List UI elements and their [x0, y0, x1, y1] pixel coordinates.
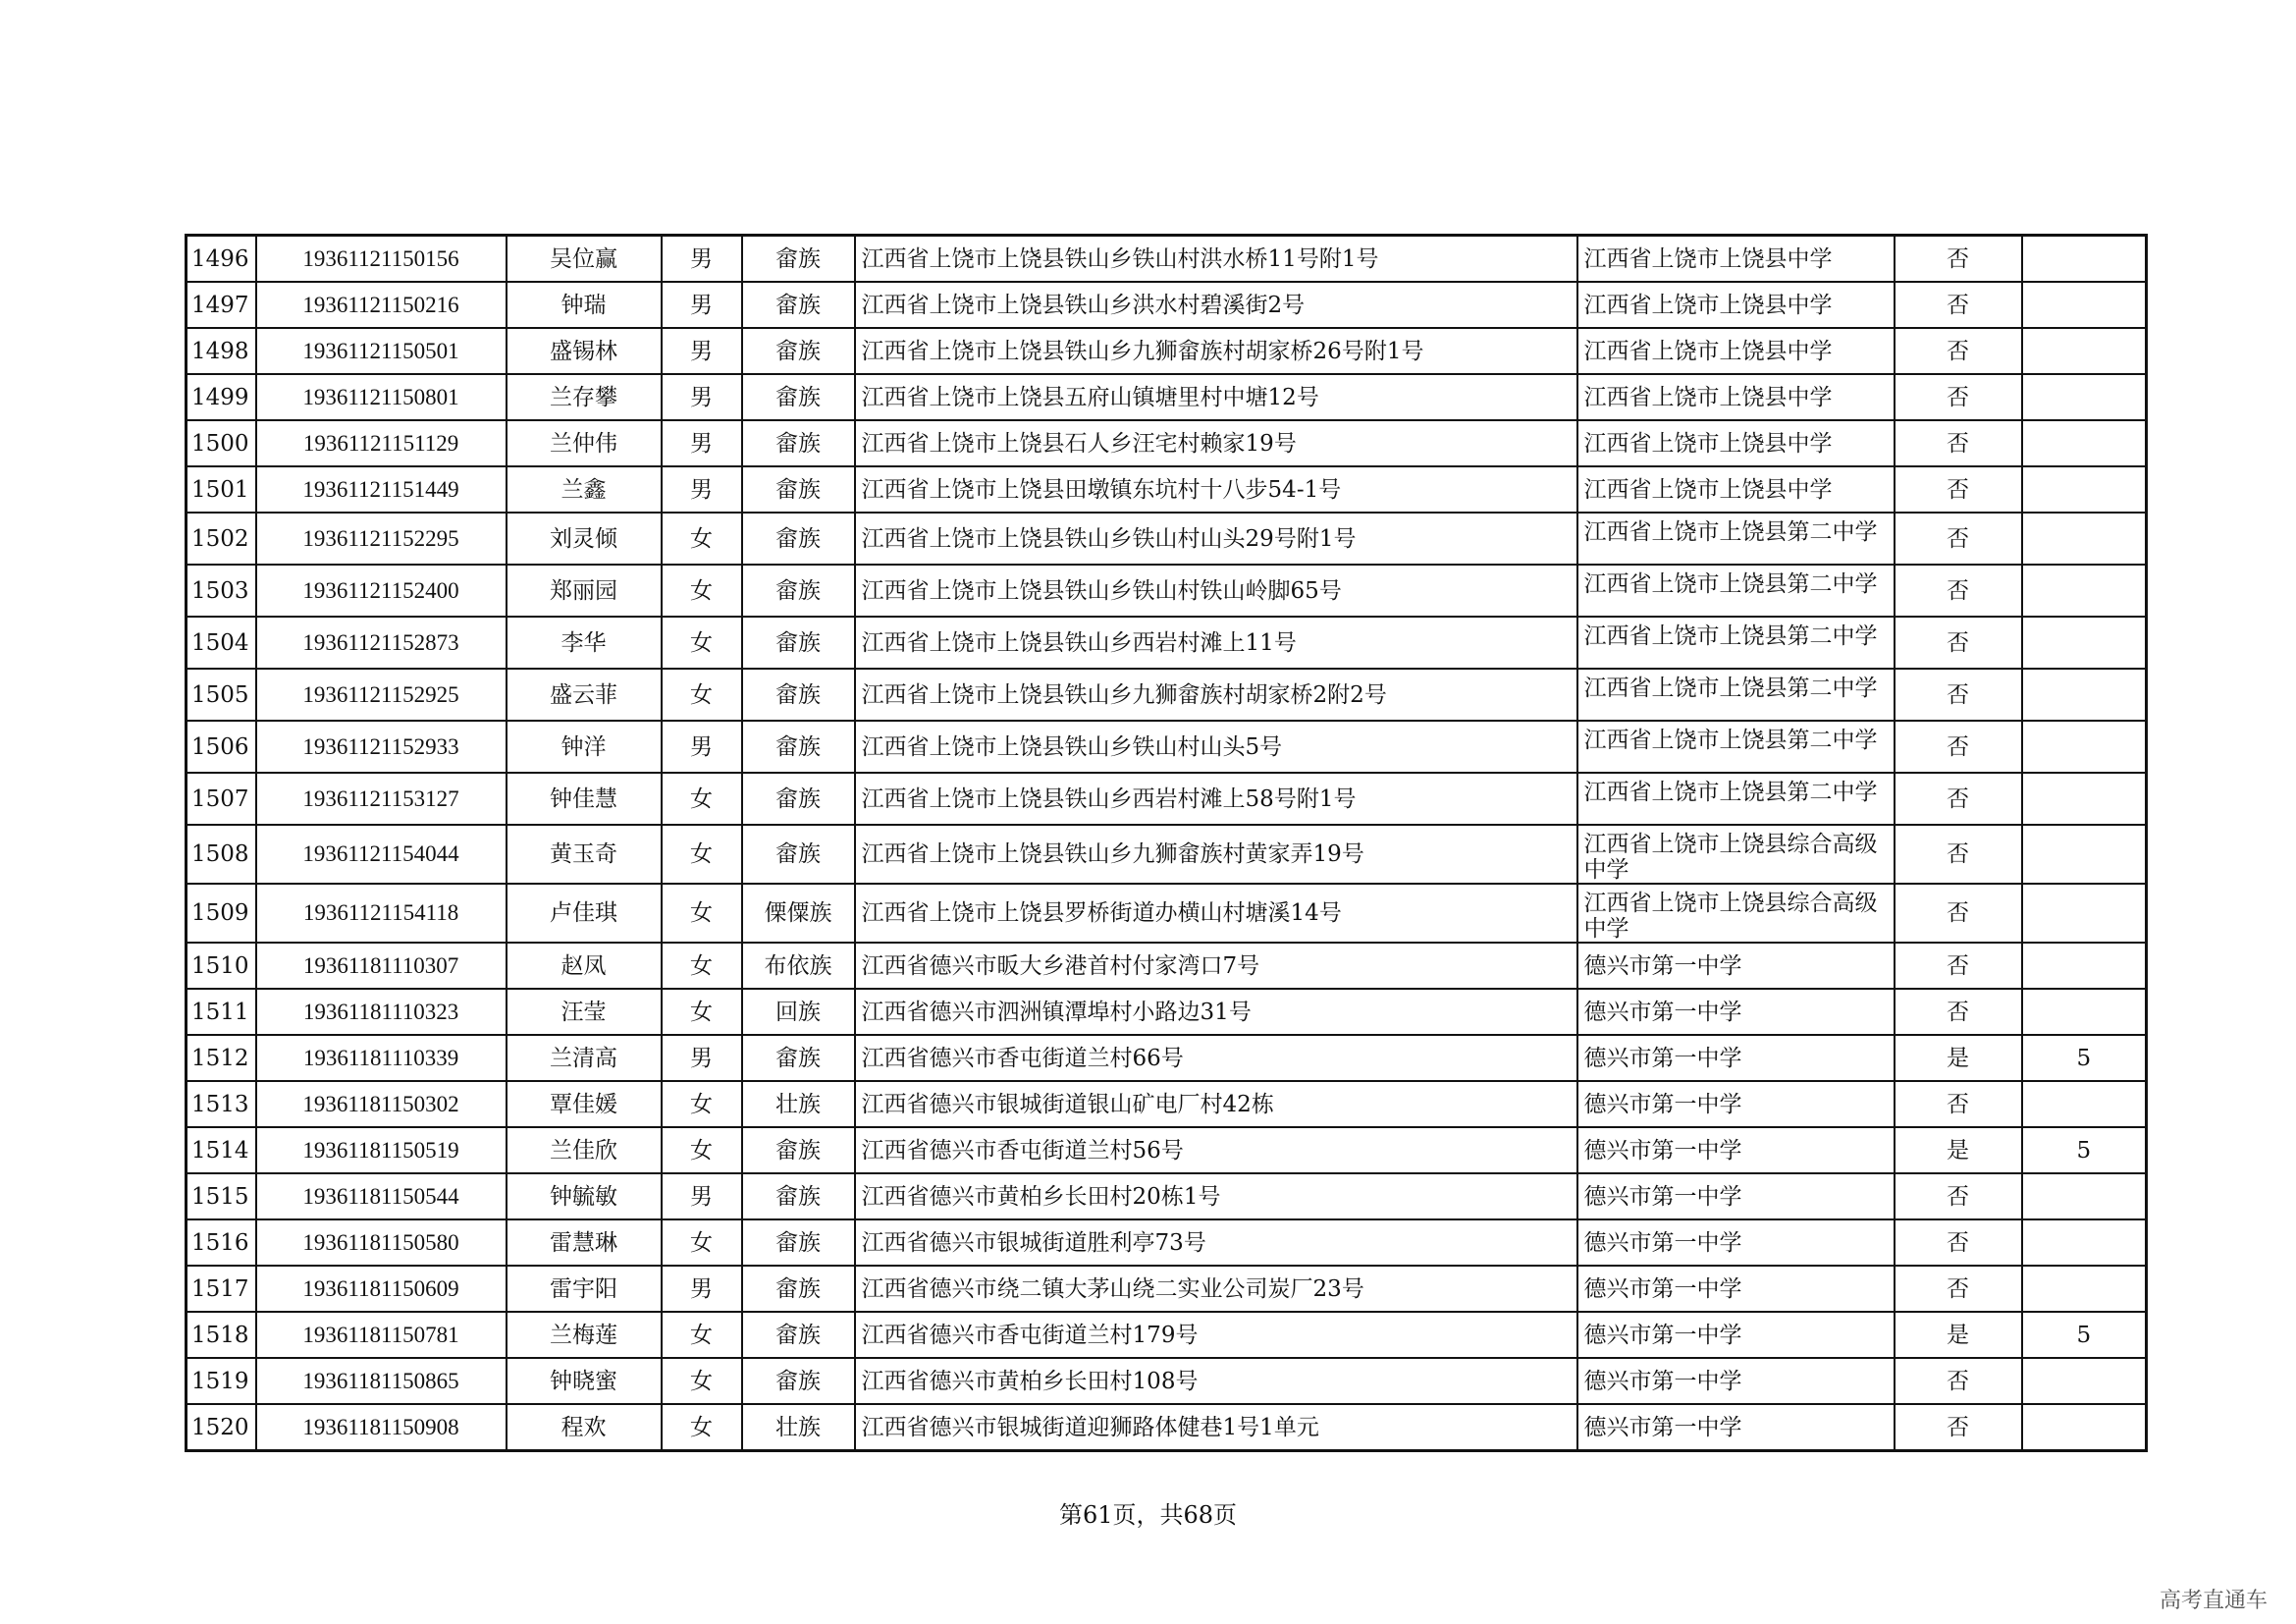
school-cell: 江西省上饶市上饶县综合高级中学 [1577, 825, 1895, 884]
ethnicity-cell: 畲族 [742, 282, 855, 328]
gender-cell: 女 [662, 1312, 742, 1358]
table-row [187, 773, 2147, 825]
bonus-points-cell [2022, 1219, 2147, 1266]
table-row [187, 669, 2147, 721]
bonus-points-cell [2022, 943, 2147, 989]
table-row [187, 721, 2147, 773]
ethnicity-cell: 畲族 [742, 420, 855, 466]
school-cell: 江西省上饶市上饶县中学 [1577, 236, 1895, 283]
address-cell: 江西省上饶市上饶县五府山镇塘里村中塘12号 [855, 374, 1577, 420]
address-cell: 江西省德兴市香屯街道兰村179号 [855, 1312, 1577, 1358]
gender-cell: 男 [662, 1035, 742, 1081]
bonus-eligible-cell: 否 [1895, 1173, 2022, 1219]
bonus-eligible-cell: 否 [1895, 884, 2022, 943]
table-row [187, 374, 2147, 420]
school-cell: 德兴市第一中学 [1577, 1081, 1895, 1127]
table-row [187, 825, 2147, 884]
student-name-cell: 兰存攀 [507, 374, 662, 420]
address-cell: 江西省上饶市上饶县铁山乡九狮畲族村黄家弄19号 [855, 825, 1577, 884]
gender-cell: 男 [662, 1173, 742, 1219]
gender-cell: 女 [662, 1081, 742, 1127]
ethnicity-cell: 傈僳族 [742, 884, 855, 943]
bonus-points-cell [2022, 669, 2147, 721]
bonus-eligible-cell: 否 [1895, 989, 2022, 1035]
ethnicity-cell: 畲族 [742, 565, 855, 617]
row-number-cell: 1520 [187, 1404, 256, 1451]
gender-cell: 女 [662, 943, 742, 989]
address-cell: 江西省德兴市黄柏乡长田村20栋1号 [855, 1173, 1577, 1219]
student-name-cell: 雷慧琳 [507, 1219, 662, 1266]
ethnicity-cell: 畲族 [742, 1219, 855, 1266]
address-cell: 江西省上饶市上饶县铁山乡西岩村滩上11号 [855, 617, 1577, 669]
school-cell: 江西省上饶市上饶县第二中学 [1577, 617, 1895, 669]
gender-cell: 女 [662, 1219, 742, 1266]
bonus-eligible-cell: 否 [1895, 420, 2022, 466]
school-cell: 江西省上饶市上饶县第二中学 [1577, 565, 1895, 617]
bonus-points-cell [2022, 513, 2147, 565]
bonus-eligible-cell: 否 [1895, 669, 2022, 721]
exam-id-cell: 19361181150519 [256, 1127, 507, 1173]
gender-cell: 女 [662, 1404, 742, 1451]
ethnicity-cell: 畲族 [742, 328, 855, 374]
row-number-cell: 1518 [187, 1312, 256, 1358]
school-cell: 德兴市第一中学 [1577, 1358, 1895, 1404]
row-number-cell: 1507 [187, 773, 256, 825]
exam-id-cell: 19361121154044 [256, 825, 507, 884]
bonus-points-cell: 5 [2022, 1312, 2147, 1358]
table-row [187, 1219, 2147, 1266]
bonus-points-cell [2022, 282, 2147, 328]
bonus-points-cell: 5 [2022, 1127, 2147, 1173]
address-cell: 江西省上饶市上饶县铁山乡铁山村山头5号 [855, 721, 1577, 773]
gender-cell: 女 [662, 513, 742, 565]
exam-id-cell: 19361181150865 [256, 1358, 507, 1404]
table-row [187, 1035, 2147, 1081]
exam-id-cell: 19361121152295 [256, 513, 507, 565]
bonus-eligible-cell: 否 [1895, 617, 2022, 669]
row-number-cell: 1519 [187, 1358, 256, 1404]
table-row [187, 466, 2147, 513]
watermark: 高考直通车 [2160, 1589, 2269, 1613]
gender-cell: 男 [662, 282, 742, 328]
table-row [187, 565, 2147, 617]
gender-cell: 男 [662, 236, 742, 283]
bonus-eligible-cell: 否 [1895, 1219, 2022, 1266]
bonus-eligible-cell: 否 [1895, 236, 2022, 283]
exam-id-cell: 19361181150609 [256, 1266, 507, 1312]
bonus-eligible-cell: 否 [1895, 943, 2022, 989]
address-cell: 江西省德兴市黄柏乡长田村108号 [855, 1358, 1577, 1404]
student-name-cell: 汪莹 [507, 989, 662, 1035]
school-cell: 江西省上饶市上饶县中学 [1577, 420, 1895, 466]
ethnicity-cell: 畲族 [742, 466, 855, 513]
address-cell: 江西省德兴市银城街道迎狮路体健巷1号1单元 [855, 1404, 1577, 1451]
exam-id-cell: 19361121151449 [256, 466, 507, 513]
bonus-points-cell [2022, 1081, 2147, 1127]
ethnicity-cell: 畲族 [742, 773, 855, 825]
gender-cell: 男 [662, 374, 742, 420]
bonus-eligible-cell: 否 [1895, 721, 2022, 773]
table-row [187, 617, 2147, 669]
gender-cell: 女 [662, 884, 742, 943]
exam-id-cell: 19361181150544 [256, 1173, 507, 1219]
bonus-points-cell [2022, 825, 2147, 884]
bonus-points-cell [2022, 1404, 2147, 1451]
student-name-cell: 郑丽园 [507, 565, 662, 617]
ethnicity-cell: 畲族 [742, 1358, 855, 1404]
exam-id-cell: 19361181150781 [256, 1312, 507, 1358]
bonus-eligible-cell: 是 [1895, 1035, 2022, 1081]
gender-cell: 男 [662, 328, 742, 374]
row-number-cell: 1505 [187, 669, 256, 721]
ethnicity-cell: 畲族 [742, 1173, 855, 1219]
table-row [187, 1404, 2147, 1451]
table-row [187, 282, 2147, 328]
school-cell: 江西省上饶市上饶县第二中学 [1577, 773, 1895, 825]
exam-id-cell: 19361121151129 [256, 420, 507, 466]
bonus-points-cell [2022, 1358, 2147, 1404]
exam-id-cell: 19361121154118 [256, 884, 507, 943]
student-name-cell: 卢佳琪 [507, 884, 662, 943]
school-cell: 德兴市第一中学 [1577, 943, 1895, 989]
exam-id-cell: 19361181110323 [256, 989, 507, 1035]
bonus-points-cell [2022, 374, 2147, 420]
row-number-cell: 1513 [187, 1081, 256, 1127]
exam-id-cell: 19361121152925 [256, 669, 507, 721]
bonus-eligible-cell: 否 [1895, 1404, 2022, 1451]
bonus-eligible-cell: 否 [1895, 374, 2022, 420]
school-cell: 江西省上饶市上饶县第二中学 [1577, 513, 1895, 565]
exam-id-cell: 19361121152873 [256, 617, 507, 669]
bonus-eligible-cell: 否 [1895, 773, 2022, 825]
bonus-eligible-cell: 是 [1895, 1312, 2022, 1358]
table-row [187, 1358, 2147, 1404]
row-number-cell: 1508 [187, 825, 256, 884]
address-cell: 江西省德兴市昄大乡港首村付家湾口7号 [855, 943, 1577, 989]
table-row [187, 1127, 2147, 1173]
school-cell: 德兴市第一中学 [1577, 1404, 1895, 1451]
bonus-eligible-cell: 否 [1895, 466, 2022, 513]
row-number-cell: 1496 [187, 236, 256, 283]
row-number-cell: 1497 [187, 282, 256, 328]
student-name-cell: 兰鑫 [507, 466, 662, 513]
row-number-cell: 1499 [187, 374, 256, 420]
bonus-points-cell [2022, 236, 2147, 283]
exam-id-cell: 19361121150501 [256, 328, 507, 374]
ethnicity-cell: 畲族 [742, 513, 855, 565]
bonus-eligible-cell: 否 [1895, 1266, 2022, 1312]
address-cell: 江西省德兴市银城街道银山矿电厂村42栋 [855, 1081, 1577, 1127]
ethnicity-cell: 畲族 [742, 1127, 855, 1173]
row-number-cell: 1517 [187, 1266, 256, 1312]
gender-cell: 男 [662, 1266, 742, 1312]
address-cell: 江西省上饶市上饶县铁山乡九狮畲族村胡家桥2附2号 [855, 669, 1577, 721]
ethnicity-cell: 壮族 [742, 1081, 855, 1127]
student-name-cell: 钟瑞 [507, 282, 662, 328]
ethnicity-cell: 畲族 [742, 1266, 855, 1312]
table-row [187, 884, 2147, 943]
bonus-points-cell [2022, 617, 2147, 669]
bonus-points-cell [2022, 565, 2147, 617]
address-cell: 江西省德兴市绕二镇大茅山绕二实业公司炭厂23号 [855, 1266, 1577, 1312]
student-name-cell: 盛云菲 [507, 669, 662, 721]
address-cell: 江西省上饶市上饶县田墩镇东坑村十八步54-1号 [855, 466, 1577, 513]
student-name-cell: 覃佳媛 [507, 1081, 662, 1127]
row-number-cell: 1502 [187, 513, 256, 565]
table-row [187, 236, 2147, 283]
row-number-cell: 1504 [187, 617, 256, 669]
row-number-cell: 1500 [187, 420, 256, 466]
ethnicity-cell: 畲族 [742, 669, 855, 721]
exam-id-cell: 19361181150580 [256, 1219, 507, 1266]
student-name-cell: 兰清高 [507, 1035, 662, 1081]
gender-cell: 女 [662, 1358, 742, 1404]
student-name-cell: 兰佳欣 [507, 1127, 662, 1173]
bonus-eligible-cell: 否 [1895, 565, 2022, 617]
row-number-cell: 1503 [187, 565, 256, 617]
exam-id-cell: 19361121150801 [256, 374, 507, 420]
gender-cell: 女 [662, 669, 742, 721]
row-number-cell: 1501 [187, 466, 256, 513]
table-row [187, 1081, 2147, 1127]
student-name-cell: 吴位赢 [507, 236, 662, 283]
student-name-cell: 雷宇阳 [507, 1266, 662, 1312]
address-cell: 江西省上饶市上饶县铁山乡洪水村碧溪街2号 [855, 282, 1577, 328]
school-cell: 德兴市第一中学 [1577, 1266, 1895, 1312]
student-name-cell: 程欢 [507, 1404, 662, 1451]
ethnicity-cell: 畲族 [742, 617, 855, 669]
school-cell: 江西省上饶市上饶县中学 [1577, 466, 1895, 513]
school-cell: 德兴市第一中学 [1577, 1312, 1895, 1358]
ethnicity-cell: 畲族 [742, 1312, 855, 1358]
bonus-points-cell: 5 [2022, 1035, 2147, 1081]
student-name-cell: 黄玉奇 [507, 825, 662, 884]
row-number-cell: 1510 [187, 943, 256, 989]
table-row [187, 513, 2147, 565]
student-name-cell: 钟晓蜜 [507, 1358, 662, 1404]
gender-cell: 男 [662, 721, 742, 773]
bonus-points-cell [2022, 773, 2147, 825]
address-cell: 江西省上饶市上饶县罗桥街道办横山村塘溪14号 [855, 884, 1577, 943]
gender-cell: 男 [662, 466, 742, 513]
gender-cell: 女 [662, 825, 742, 884]
bonus-eligible-cell: 否 [1895, 1358, 2022, 1404]
page-number: 第61页，共68页 [1058, 1501, 1238, 1529]
exam-id-cell: 19361181110339 [256, 1035, 507, 1081]
row-number-cell: 1506 [187, 721, 256, 773]
row-number-cell: 1512 [187, 1035, 256, 1081]
ethnicity-cell: 畲族 [742, 721, 855, 773]
bonus-eligible-cell: 否 [1895, 825, 2022, 884]
student-name-cell: 刘灵倾 [507, 513, 662, 565]
gender-cell: 女 [662, 1127, 742, 1173]
school-cell: 德兴市第一中学 [1577, 1219, 1895, 1266]
student-name-cell: 钟毓敏 [507, 1173, 662, 1219]
school-cell: 江西省上饶市上饶县中学 [1577, 282, 1895, 328]
exam-id-cell: 19361181150302 [256, 1081, 507, 1127]
student-name-cell: 兰梅莲 [507, 1312, 662, 1358]
gender-cell: 女 [662, 773, 742, 825]
address-cell: 江西省上饶市上饶县铁山乡铁山村铁山岭脚65号 [855, 565, 1577, 617]
school-cell: 江西省上饶市上饶县中学 [1577, 374, 1895, 420]
address-cell: 江西省上饶市上饶县铁山乡九狮畲族村胡家桥26号附1号 [855, 328, 1577, 374]
gender-cell: 女 [662, 617, 742, 669]
address-cell: 江西省德兴市香屯街道兰村56号 [855, 1127, 1577, 1173]
school-cell: 江西省上饶市上饶县中学 [1577, 328, 1895, 374]
bonus-points-cell [2022, 1173, 2147, 1219]
exam-id-cell: 19361121153127 [256, 773, 507, 825]
bonus-points-cell [2022, 989, 2147, 1035]
gender-cell: 女 [662, 565, 742, 617]
bonus-points-cell [2022, 466, 2147, 513]
address-cell: 江西省德兴市泗洲镇潭埠村小路边31号 [855, 989, 1577, 1035]
ethnicity-cell: 畲族 [742, 1035, 855, 1081]
bonus-eligible-cell: 是 [1895, 1127, 2022, 1173]
row-number-cell: 1509 [187, 884, 256, 943]
row-number-cell: 1498 [187, 328, 256, 374]
bonus-points-cell [2022, 1266, 2147, 1312]
school-cell: 江西省上饶市上饶县综合高级中学 [1577, 884, 1895, 943]
exam-id-cell: 19361121152933 [256, 721, 507, 773]
school-cell: 德兴市第一中学 [1577, 1173, 1895, 1219]
address-cell: 江西省上饶市上饶县铁山乡西岩村滩上58号附1号 [855, 773, 1577, 825]
exam-id-cell: 19361121150156 [256, 236, 507, 283]
table-row [187, 1173, 2147, 1219]
row-number-cell: 1514 [187, 1127, 256, 1173]
address-cell: 江西省上饶市上饶县铁山乡铁山村洪水桥11号附1号 [855, 236, 1577, 283]
address-cell: 江西省德兴市香屯街道兰村66号 [855, 1035, 1577, 1081]
school-cell: 德兴市第一中学 [1577, 989, 1895, 1035]
bonus-points-cell [2022, 884, 2147, 943]
bonus-points-cell [2022, 721, 2147, 773]
student-name-cell: 兰仲伟 [507, 420, 662, 466]
school-cell: 德兴市第一中学 [1577, 1127, 1895, 1173]
table-row [187, 420, 2147, 466]
gender-cell: 女 [662, 989, 742, 1035]
table-row [187, 1312, 2147, 1358]
student-name-cell: 李华 [507, 617, 662, 669]
ethnicity-cell: 回族 [742, 989, 855, 1035]
bonus-eligible-cell: 否 [1895, 282, 2022, 328]
school-cell: 江西省上饶市上饶县第二中学 [1577, 721, 1895, 773]
bonus-eligible-cell: 否 [1895, 328, 2022, 374]
bonus-points-cell [2022, 420, 2147, 466]
table-row [187, 943, 2147, 989]
exam-id-cell: 19361121150216 [256, 282, 507, 328]
school-cell: 德兴市第一中学 [1577, 1035, 1895, 1081]
table-row [187, 328, 2147, 374]
row-number-cell: 1515 [187, 1173, 256, 1219]
ethnicity-cell: 布依族 [742, 943, 855, 989]
table-row [187, 989, 2147, 1035]
exam-id-cell: 19361181150908 [256, 1404, 507, 1451]
table-row [187, 1266, 2147, 1312]
exam-id-cell: 19361181110307 [256, 943, 507, 989]
exam-id-cell: 19361121152400 [256, 565, 507, 617]
row-number-cell: 1516 [187, 1219, 256, 1266]
bonus-eligible-cell: 否 [1895, 513, 2022, 565]
student-name-cell: 盛锡林 [507, 328, 662, 374]
student-name-cell: 赵凤 [507, 943, 662, 989]
student-name-cell: 钟佳慧 [507, 773, 662, 825]
gender-cell: 男 [662, 420, 742, 466]
student-list-table [185, 234, 2148, 1452]
address-cell: 江西省上饶市上饶县石人乡汪宅村赖家19号 [855, 420, 1577, 466]
school-cell: 江西省上饶市上饶县第二中学 [1577, 669, 1895, 721]
address-cell: 江西省德兴市银城街道胜利亭73号 [855, 1219, 1577, 1266]
address-cell: 江西省上饶市上饶县铁山乡铁山村山头29号附1号 [855, 513, 1577, 565]
bonus-points-cell [2022, 328, 2147, 374]
student-name-cell: 钟洋 [507, 721, 662, 773]
ethnicity-cell: 畲族 [742, 236, 855, 283]
bonus-eligible-cell: 否 [1895, 1081, 2022, 1127]
ethnicity-cell: 畲族 [742, 374, 855, 420]
ethnicity-cell: 畲族 [742, 825, 855, 884]
ethnicity-cell: 壮族 [742, 1404, 855, 1451]
row-number-cell: 1511 [187, 989, 256, 1035]
